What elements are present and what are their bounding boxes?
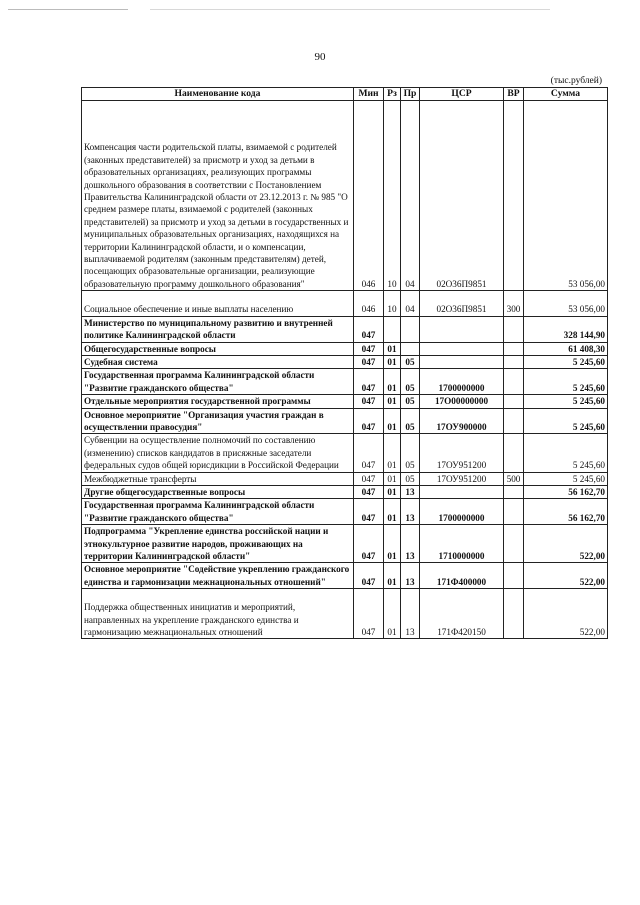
row-csr: 17ОУ951200	[420, 434, 504, 472]
row-vr	[504, 408, 524, 434]
row-name: Субвенции на осуществление полномочий по составлению (изменению) списков кандидатов в присяжные заседатели федеральных судов общей юрисдикции в Российской Федерации	[82, 434, 354, 472]
row-rz: 01	[384, 342, 401, 355]
row-rz: 10	[384, 291, 401, 316]
row-csr: 171Ф400000	[420, 563, 504, 589]
row-min: 046	[354, 291, 384, 316]
row-rz: 01	[384, 499, 401, 525]
row-csr: 1710000000	[420, 525, 504, 563]
row-min: 047	[354, 472, 384, 485]
row-name: Другие общегосударственные вопросы	[82, 485, 354, 498]
row-name: Государственная программа Калининградской области "Развитие гражданского общества"	[82, 369, 354, 395]
row-name: Министерство по муниципальному развитию и внутренней политике Калининградской области	[82, 316, 354, 342]
row-rz: 01	[384, 408, 401, 434]
table-row	[82, 589, 608, 639]
header-pr: Пр	[401, 88, 420, 101]
row-min: 047	[354, 589, 384, 639]
header-sum: Сумма	[524, 88, 608, 101]
row-name: Поддержка общественных инициатив и мероприятий, направленных на укрепление гражданского единства и гармонизацию межнациональных отношений	[84, 602, 299, 638]
table-row	[82, 316, 608, 342]
row-vr	[504, 499, 524, 525]
row-pr: 13	[401, 485, 420, 498]
row-min: 047	[354, 563, 384, 589]
row-name: Судебная система	[82, 355, 354, 368]
row-sum: 53 056,00	[524, 291, 608, 316]
table-row	[82, 369, 608, 395]
table-row	[82, 408, 608, 434]
row-sum: 5 245,60	[524, 369, 608, 395]
table-row	[82, 434, 608, 472]
row-name: Межбюджетные трансферты	[82, 472, 354, 485]
row-rz: 01	[384, 525, 401, 563]
page-number: 90	[314, 51, 326, 63]
row-pr	[401, 316, 420, 342]
row-vr	[504, 525, 524, 563]
row-sum: 5 245,60	[524, 355, 608, 368]
scan-artifact-line	[150, 9, 550, 10]
row-min: 047	[354, 355, 384, 368]
row-rz: 01	[384, 563, 401, 589]
row-min: 047	[354, 395, 384, 408]
row-sum: 56 162,70	[524, 485, 608, 498]
row-vr	[504, 369, 524, 395]
row-vr	[504, 589, 524, 639]
row-name: Социальное обеспечение и иные выплаты населению	[84, 304, 294, 315]
row-csr: 02О36П9851	[420, 101, 504, 291]
row-pr: 13	[401, 525, 420, 563]
row-rz: 01	[384, 485, 401, 498]
row-sum: 522,00	[524, 589, 608, 639]
row-min: 047	[354, 408, 384, 434]
row-name-cell	[82, 291, 354, 316]
row-vr	[504, 101, 524, 291]
row-min: 047	[354, 525, 384, 563]
row-csr: 17О00000000	[420, 395, 504, 408]
row-vr: 500	[504, 472, 524, 485]
row-name: Государственная программа Калининградской области "Развитие гражданского общества"	[82, 499, 354, 525]
row-name: Основное мероприятие "Организация участия граждан в осуществлении правосудия"	[82, 408, 354, 434]
table-header-row	[82, 88, 608, 101]
row-rz: 01	[384, 395, 401, 408]
row-name: Основное мероприятие "Содействие укреплению гражданского единства и гармонизации межнациональных отношений"	[82, 563, 354, 589]
row-min: 047	[354, 434, 384, 472]
row-vr: 300	[504, 291, 524, 316]
row-min: 047	[354, 342, 384, 355]
row-vr	[504, 355, 524, 368]
row-csr	[420, 316, 504, 342]
row-sum: 61 408,30	[524, 342, 608, 355]
table-row	[82, 499, 608, 525]
row-pr: 04	[401, 291, 420, 316]
row-sum: 53 056,00	[524, 101, 608, 291]
budget-table	[81, 87, 608, 639]
row-pr: 05	[401, 395, 420, 408]
table-row	[82, 395, 608, 408]
row-csr: 17ОУ900000	[420, 408, 504, 434]
table-row	[82, 485, 608, 498]
row-sum: 56 162,70	[524, 499, 608, 525]
row-csr	[420, 355, 504, 368]
row-csr: 1700000000	[420, 369, 504, 395]
row-pr: 13	[401, 499, 420, 525]
row-min: 047	[354, 499, 384, 525]
row-vr	[504, 316, 524, 342]
row-pr: 05	[401, 434, 420, 472]
row-name: Подпрограмма "Укрепление единства российской нации и этнокультурное развитие народов, проживающих на территории Калининградской области"	[82, 525, 354, 563]
row-vr	[504, 434, 524, 472]
row-pr: 05	[401, 472, 420, 485]
row-csr	[420, 485, 504, 498]
row-rz: 01	[384, 589, 401, 639]
row-sum: 5 245,60	[524, 434, 608, 472]
scan-artifact-line	[8, 9, 128, 10]
row-min: 047	[354, 485, 384, 498]
row-pr: 05	[401, 355, 420, 368]
row-name: Общегосударственные вопросы	[82, 342, 354, 355]
row-vr	[504, 342, 524, 355]
row-pr: 05	[401, 408, 420, 434]
row-pr: 13	[401, 563, 420, 589]
table-row	[82, 342, 608, 355]
row-rz: 01	[384, 369, 401, 395]
row-rz: 01	[384, 472, 401, 485]
row-rz: 01	[384, 355, 401, 368]
table-row	[82, 472, 608, 485]
table-row	[82, 355, 608, 368]
units-label: (тыс.рублей)	[550, 76, 602, 86]
row-vr	[504, 485, 524, 498]
header-vr: ВР	[504, 88, 524, 101]
row-csr	[420, 342, 504, 355]
row-sum: 5 245,60	[524, 395, 608, 408]
table-row	[82, 525, 608, 563]
table-row	[82, 291, 608, 316]
row-vr	[504, 563, 524, 589]
row-sum: 328 144,90	[524, 316, 608, 342]
row-min: 047	[354, 369, 384, 395]
header-name: Наименование кода	[82, 88, 354, 101]
row-vr	[504, 395, 524, 408]
row-csr: 02О36П9851	[420, 291, 504, 316]
row-name: Отдельные мероприятия государственной программы	[82, 395, 354, 408]
row-pr: 05	[401, 369, 420, 395]
row-sum: 522,00	[524, 525, 608, 563]
row-pr: 04	[401, 101, 420, 291]
row-pr: 13	[401, 589, 420, 639]
table-row	[82, 101, 608, 291]
row-pr	[401, 342, 420, 355]
row-name-cell	[82, 101, 354, 291]
row-rz	[384, 316, 401, 342]
row-min: 046	[354, 101, 384, 291]
row-rz: 01	[384, 434, 401, 472]
header-min: Мин	[354, 88, 384, 101]
row-name: Компенсация части родительской платы, взимаемой с родителей (законных представителей) за присмотр и уход за детьми в образовательных организациях, реализующих программы дошкольного образования в соответствии с Постановлением Правительства Калининградской области от 23.12.2013 г. № 985 "О среднем размере платы, взимаемой с родителей (законных представителей) за присмотр и уход за детьми в государственных и муниципальных образовательных организациях, находящихся на территории Калининградской области, и о компенсации, выплачиваемой родителям (законным представителям) детей, посещающих образовательные организации, реализующие образовательную программу дошкольного образования"	[84, 142, 349, 289]
header-rz: Рз	[384, 88, 401, 101]
row-rz: 10	[384, 101, 401, 291]
row-sum: 5 245,60	[524, 472, 608, 485]
header-csr: ЦСР	[420, 88, 504, 101]
table-row	[82, 563, 608, 589]
row-csr: 171Ф420150	[420, 589, 504, 639]
row-name-cell	[82, 589, 354, 639]
row-min: 047	[354, 316, 384, 342]
row-sum: 522,00	[524, 563, 608, 589]
row-csr: 17ОУ951200	[420, 472, 504, 485]
row-sum: 5 245,60	[524, 408, 608, 434]
row-csr: 1700000000	[420, 499, 504, 525]
